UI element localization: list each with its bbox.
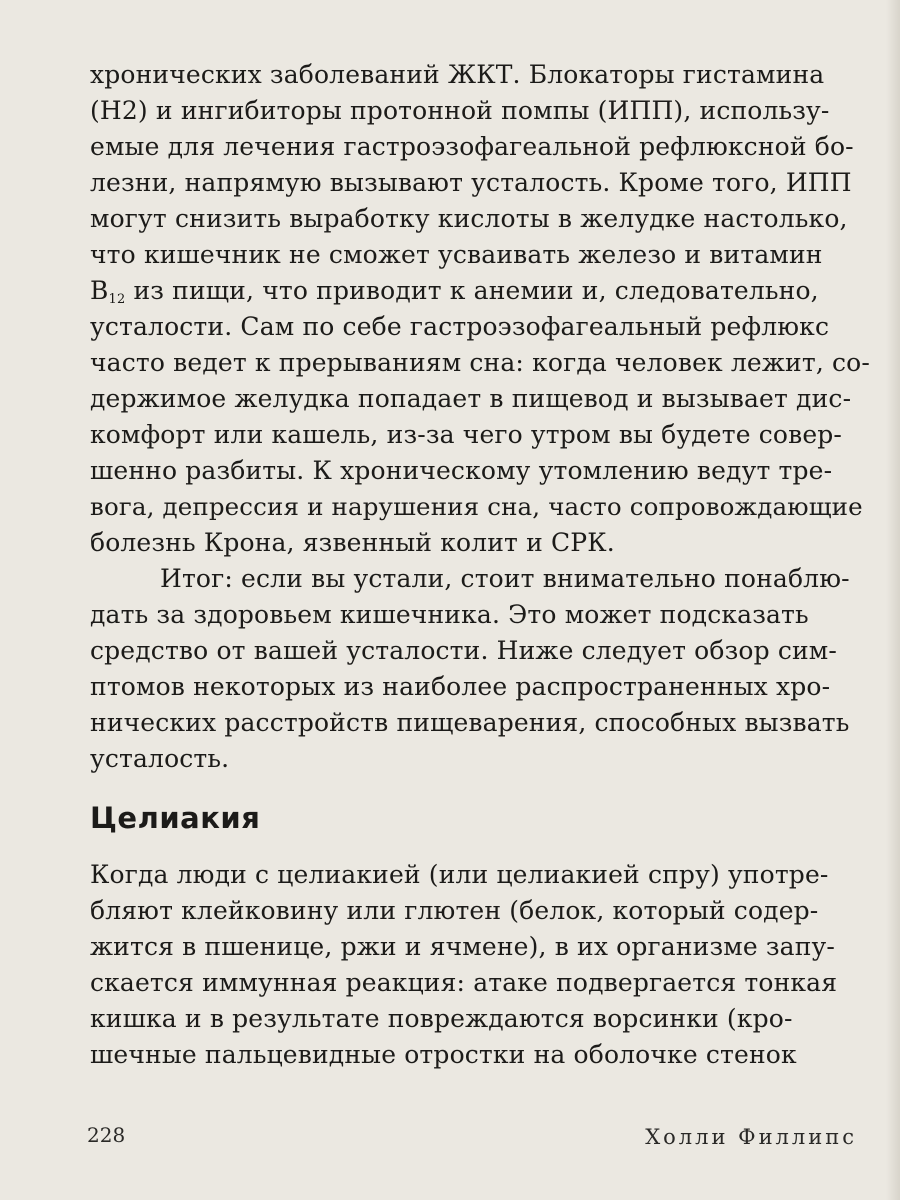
text-line: часто ведет к прерываниям сна: когда человек лежит, со- [90,348,870,377]
text-line: птомов некоторых из наиболее распространенных хро- [90,672,831,701]
text-line: скается иммунная реакция: атаке подвергается тонкая [90,968,838,997]
text-line: могут снизить выработку кислоты в желудке настолько, [90,204,848,233]
text-line: усталости. Сам по себе гастроэзофагеальный рефлюкс [90,312,830,341]
text-line: хронических заболеваний ЖКТ. Блокаторы гистамина [90,60,825,89]
running-footer-author: Холли Филлипс [645,1125,857,1149]
page-number: 228 [87,1123,126,1147]
text-line: дать за здоровьем кишечника. Это может подсказать [90,600,809,629]
b12-rest: из пищи, что приводит к анемии и, следовательно, [125,276,819,305]
text-line: Итог: если вы устали, стоит внимательно понаблю- [160,564,850,593]
text-line: что кишечник не сможет усваивать железо и витамин [90,240,823,269]
text-line: жится в пшенице, ржи и ячмене), в их организме запу- [90,932,835,961]
text-line: нических расстройств пищеварения, способных вызвать [90,708,850,737]
text-line: бляют клейковину или глютен (белок, который содер- [90,896,819,925]
text-line: держимое желудка попадает в пищевод и вызывает дис- [90,384,852,413]
text-line-b12 [90,274,819,308]
text-line: усталость. [90,744,230,773]
text-line: кишка и в результате повреждаются ворсинки (кро- [90,1004,793,1033]
b12-letter: B [90,276,109,305]
text-line: (H2) и ингибиторы протонной помпы (ИПП), использу- [90,96,830,125]
text-line: комфорт или кашель, из-за чего утром вы будете совер- [90,420,843,449]
text-line: шечные пальцевидные отростки на оболочке стенок [90,1040,797,1069]
text-line: лезни, напрямую вызывают усталость. Кроме того, ИПП [90,168,852,197]
text-line: средство от вашей усталости. Ниже следует обзор сим- [90,636,837,665]
text-line: емые для лечения гастроэзофагеальной рефлюксной бо- [90,132,854,161]
text-line: Когда люди с целиакией (или целиакией спру) употре- [90,860,829,889]
text-line: вога, депрессия и нарушения сна, часто сопровождающие [90,492,863,521]
b12-subscript: 12 [108,292,126,307]
page-edge-shadow [886,0,900,1200]
section-heading: Целиакия [90,801,261,835]
text-line: болезнь Крона, язвенный колит и СРК. [90,528,615,557]
text-line: шенно разбиты. К хроническому утомлению ведут тре- [90,456,833,485]
